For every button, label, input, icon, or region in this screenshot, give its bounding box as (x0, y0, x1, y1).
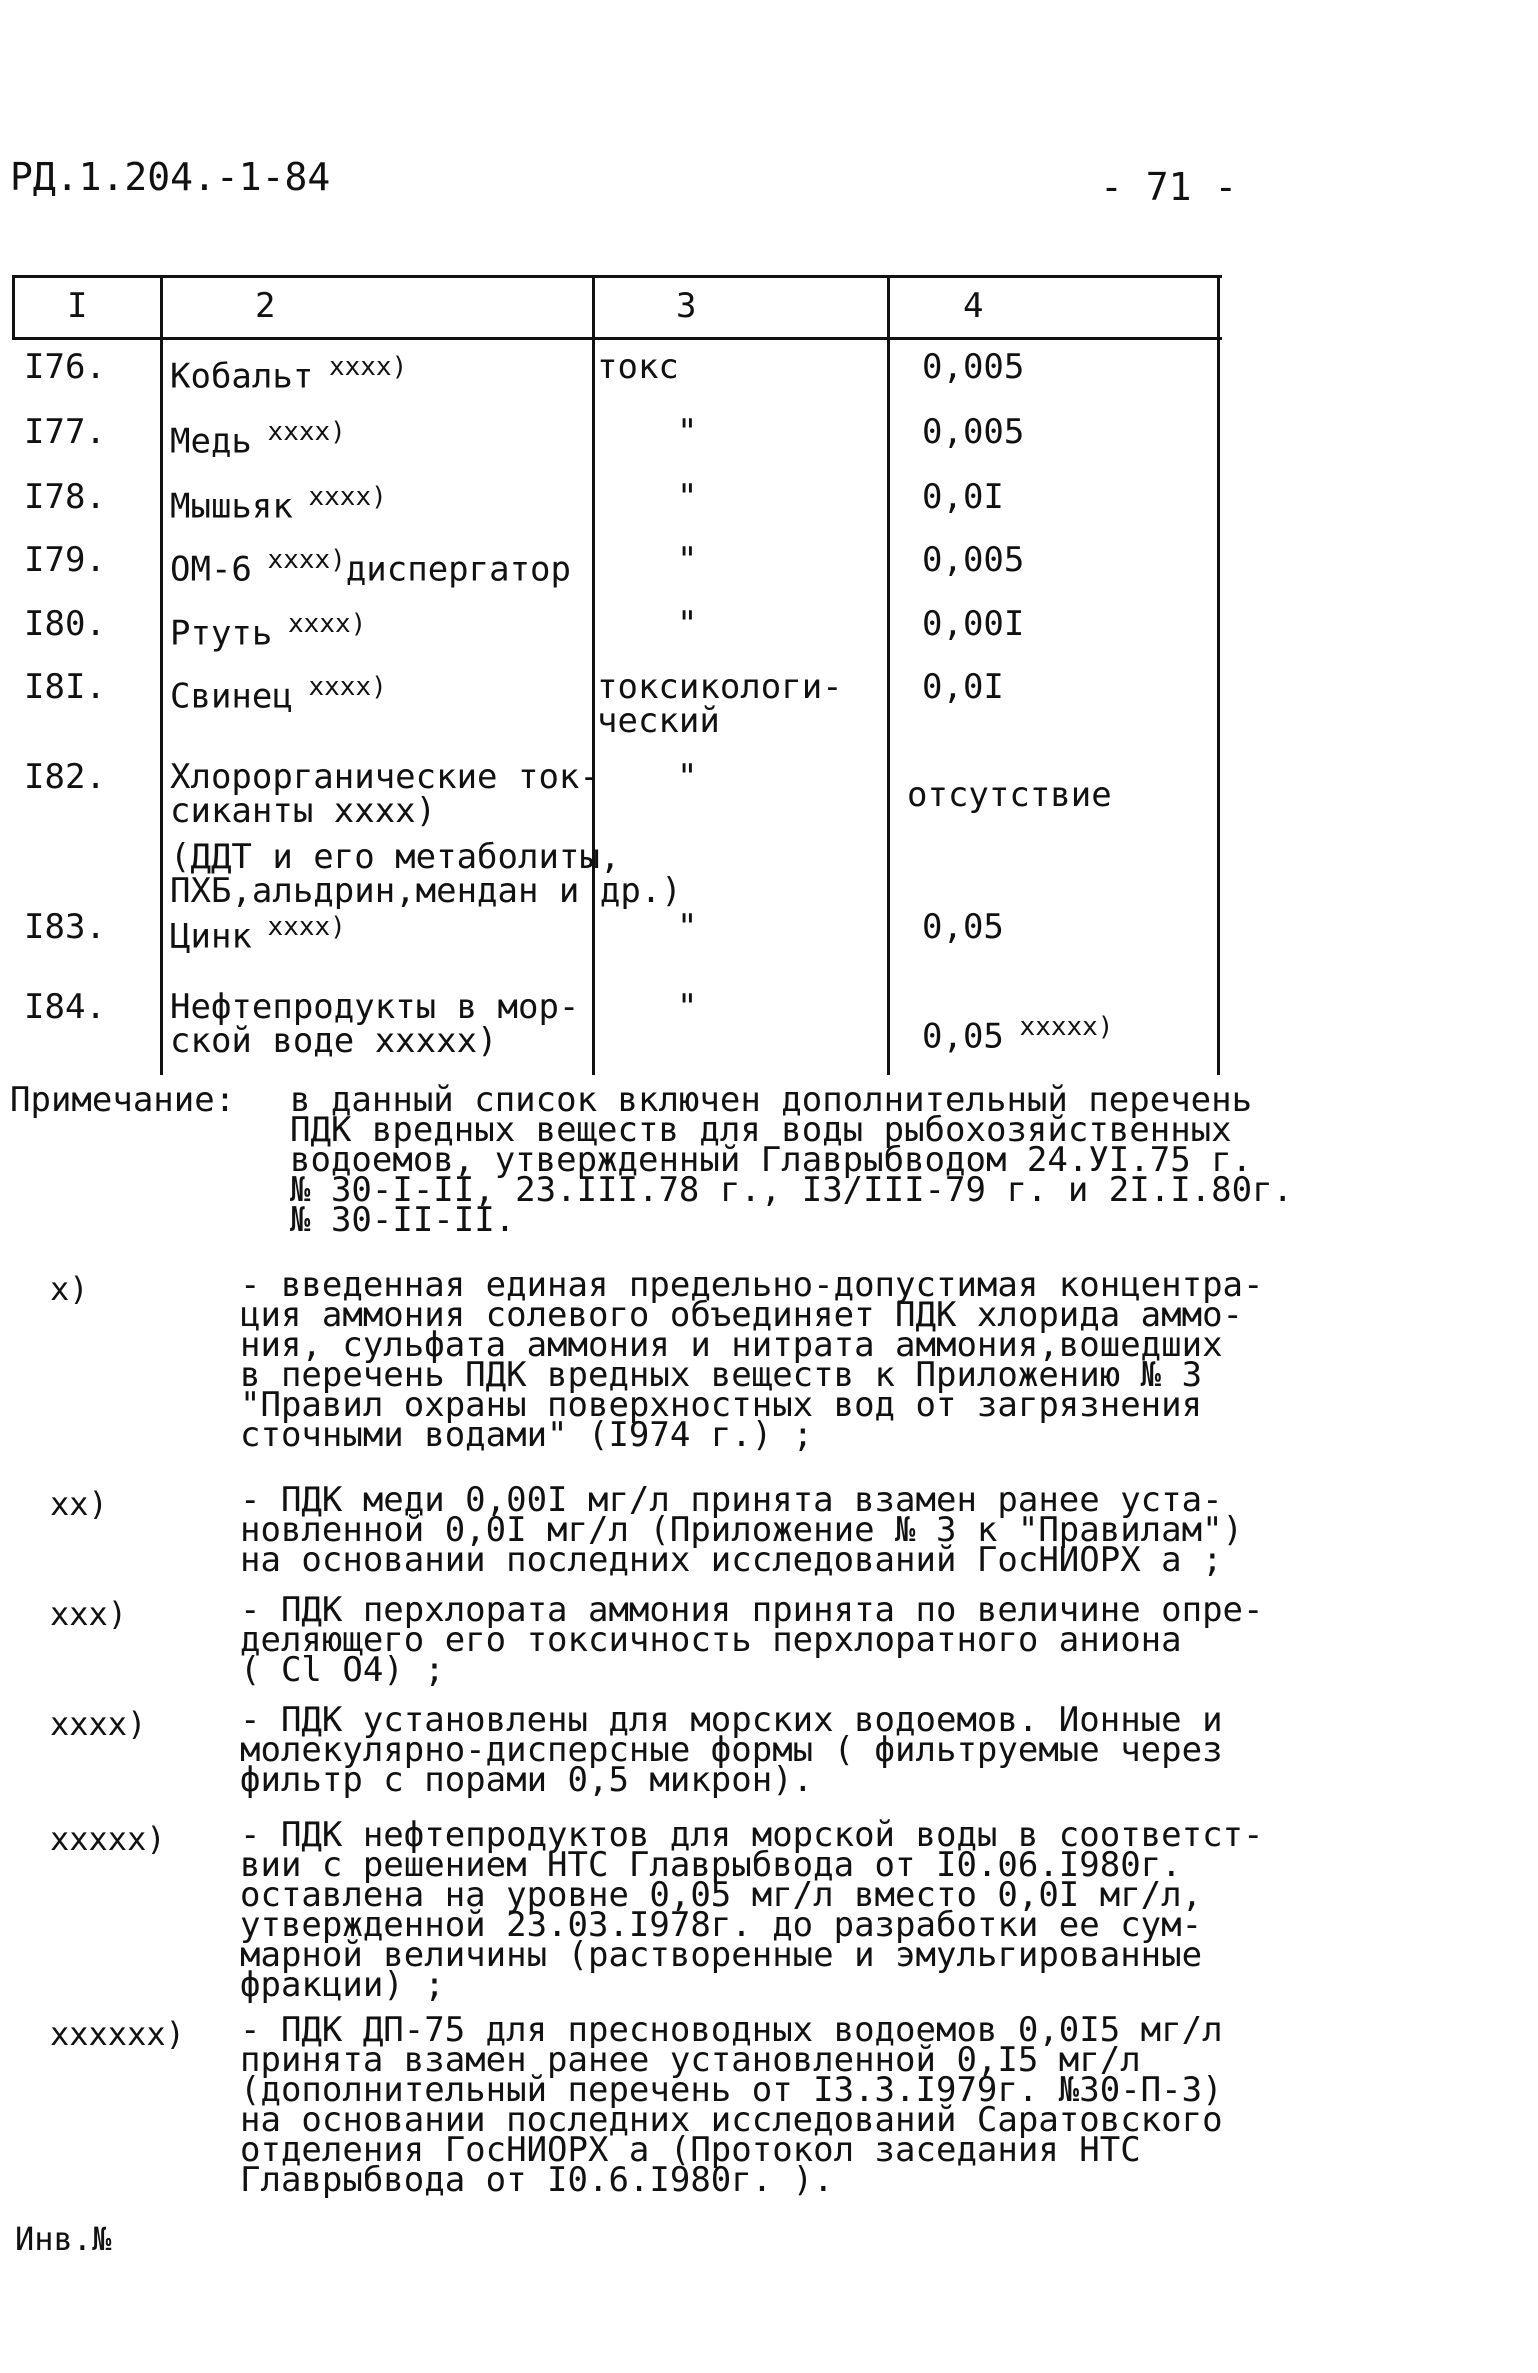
pdk-value: 0,05 (922, 907, 1004, 947)
column-header-1: I (67, 286, 88, 326)
substance-name: Хлорорганические ток- сиканты xxxx) (170, 757, 600, 831)
footnote-mark: xxxx) (292, 482, 387, 512)
data-table (12, 275, 1222, 1075)
substance-name: Цинк $^{xxxx)}$ (170, 912, 346, 957)
footnote-mark: xxxx) (292, 672, 387, 702)
footnote-key: xx) (50, 1485, 108, 1523)
substance-name: Кобальт $^{xxxx)}$ (170, 352, 408, 397)
inventory-number-label: Инв.№ (15, 2220, 112, 2258)
hazard-type: " (677, 412, 698, 452)
pdk-value: 0,0I (922, 667, 1004, 707)
row-number: I79. (24, 540, 106, 580)
footnote-text: - ПДК нефтепродуктов для морской воды в соответст- вии с решением НТС Главрыбвода от I0.06.I980г. оставлена на уровне 0,05 мг/л вместо 0,0I мг/л, утвержденной 23.03.I978г. до разработки ее сум- марной величины (растворенные и эмульгированные фракции) ; (240, 1815, 1264, 2005)
hazard-type: токсикологи- ческий (597, 667, 843, 741)
column-header-3: 3 (676, 286, 697, 326)
pdk-value: 0,05 $^{xxxxx)}$ (922, 1012, 1114, 1057)
footnote-key: xxxx) (50, 1705, 147, 1743)
hazard-type: " (677, 540, 698, 580)
substance-name: ОМ-6 $^{xxxx)}$диспергатор (170, 545, 571, 590)
hazard-type: " (677, 987, 698, 1027)
column-header-2: 2 (255, 286, 276, 326)
footnote-mark: xxxx) (251, 912, 346, 942)
footnote-text: - введенная единая предельно-допустимая концентра- ция аммония солевого объединяет ПДК хлорида аммо- ния, сульфата аммония и нитрата аммония,вошедших в перечень ПДК вредных веществ к Приложению № 3 "Правил охраны поверхностных вод от загрязнения сточными водами" (I974 г.) ; (240, 1265, 1264, 1455)
hazard-type: " (677, 604, 698, 644)
substance-name: Нефтепродукты в мор- ской воде xxxxx) (170, 987, 580, 1061)
hazard-type: " (677, 757, 698, 797)
footnote-key: xxxxxx) (50, 2015, 185, 2053)
footnote-text: - ПДК установлены для морских водоемов. Ионные и молекулярно-дисперсные формы ( фильтруемые через фильтр с порами 0,5 микрон). (240, 1700, 1223, 1800)
row-number: I76. (24, 347, 106, 387)
row-number: I78. (24, 477, 106, 517)
table-top-border (12, 275, 1222, 278)
table-header-border (12, 337, 1222, 340)
hazard-type: токс (597, 347, 679, 387)
note-text: в данный список включен дополнительный перечень ПДК вредных веществ для воды рыбохозяйственных водоемов, утвержденный Главрыбводом 24.УI.75 г. № 30-I-II, 23.III.78 г., I3/III-79 г. и 2I.I.80г. № 30-II-II. (290, 1080, 1294, 1240)
substance-note: (ДДТ и его метаболиты, ПХБ,альдрин,мендан и др.) (170, 837, 682, 911)
column-header-4: 4 (963, 286, 984, 326)
footnote-text: - ПДК ДП-75 для пресноводных водоемов 0,0I5 мг/л принята взамен ранее установленной 0,I5 мг/л (дополнительный перечень от I3.3.I979г. №30-П-3) на основании последних исследований Саратовского отделения ГосНИОРХ а (Протокол заседания НТС Главрыбвода от I0.6.I980г. ). (240, 2010, 1223, 2200)
table-col-divider (592, 275, 595, 1075)
pdk-value: 0,0I (922, 477, 1004, 517)
substance-name: Медь $^{xxxx)}$ (170, 417, 346, 462)
hazard-type: " (677, 907, 698, 947)
footnote-mark: xxxx) (272, 609, 367, 639)
footnote-key: xxxxx) (50, 1820, 166, 1858)
document-code: РД.1.204.-1-84 (10, 155, 331, 199)
pdk-value: 0,00I (922, 604, 1025, 644)
page-number: - 71 - (1100, 165, 1238, 209)
table-col-divider (887, 275, 890, 1075)
footnote-mark: xxxx) (251, 545, 346, 575)
table-right-border (1217, 275, 1220, 1075)
note-label: Примечание: (10, 1080, 236, 1120)
footnote-mark: xxxx) (251, 417, 346, 447)
footnote-key: xxx) (50, 1595, 128, 1633)
pdk-value: 0,005 (922, 347, 1025, 387)
table-col-divider (160, 275, 163, 1075)
substance-name: Свинец $^{xxxx)}$ (170, 672, 387, 717)
footnote-mark: xxxxx) (1003, 1012, 1114, 1042)
row-number: I83. (24, 907, 106, 947)
footnote-text: - ПДК меди 0,00I мг/л принята взамен ранее уста- новленной 0,0I мг/л (Приложение № 3 к "Правилам") на основании последних исследований ГосНИОРХ а ; (240, 1480, 1244, 1580)
row-number: I80. (24, 604, 106, 644)
footnote-key: x) (50, 1270, 89, 1308)
pdk-value: 0,005 (922, 412, 1025, 452)
pdk-value: 0,005 (922, 540, 1025, 580)
row-number: I82. (24, 757, 106, 797)
footnote-text: - ПДК перхлората аммония принята по величине опре- деляющего его токсичность перхлоратного аниона ( Cl O4) ; (240, 1590, 1264, 1690)
footnote-mark: xxxx) (313, 352, 408, 382)
row-number: I8I. (24, 667, 106, 707)
pdk-value: отсутствие (907, 775, 1112, 815)
row-number: I84. (24, 987, 106, 1027)
hazard-type: " (677, 477, 698, 517)
substance-name: Ртуть $^{xxxx)}$ (170, 609, 367, 654)
substance-name: Мышьяк $^{xxxx)}$ (170, 482, 387, 527)
row-number: I77. (24, 412, 106, 452)
table-left-border (12, 275, 15, 340)
